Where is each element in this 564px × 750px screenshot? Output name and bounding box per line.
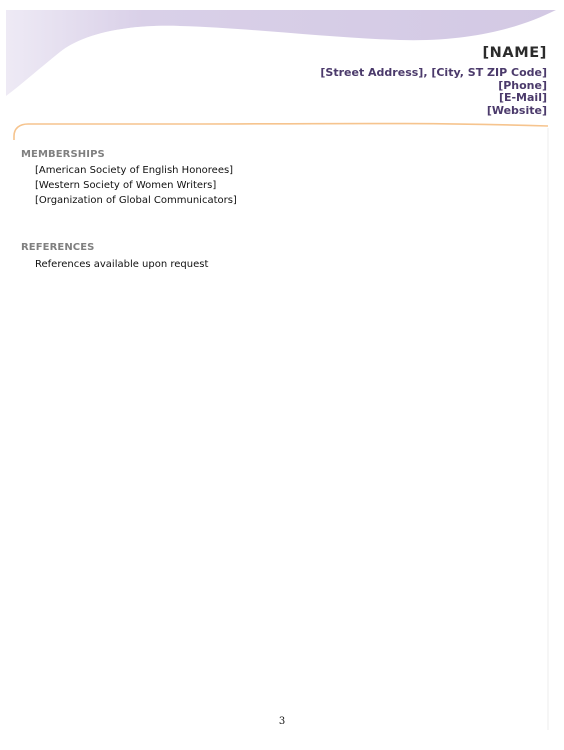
street-address: [Street Address], [City, ST ZIP Code] — [320, 66, 547, 79]
resume-name: [NAME] — [482, 45, 547, 61]
phone: [Phone] — [498, 78, 547, 92]
list-item: [American Society of English Honorees] — [35, 165, 234, 176]
references-heading: REFERENCES — [21, 242, 95, 253]
email: [E-Mail] — [498, 91, 547, 104]
list-item: [Organization of Global Communicators] — [35, 195, 237, 206]
memberships-list — [35, 163, 237, 208]
memberships-heading: MEMBERSHIPS — [21, 149, 105, 160]
accent-line — [14, 124, 548, 141]
list-item: [Western Society of Women Writers] — [35, 180, 217, 191]
left-margin-line — [0, 120, 30, 750]
page-number: 3 — [278, 716, 286, 727]
list-item: References available upon request — [35, 259, 209, 270]
contact-block — [320, 44, 547, 117]
right-margin-line — [540, 120, 560, 740]
website: [Website] — [486, 103, 547, 117]
references-list — [35, 257, 208, 272]
